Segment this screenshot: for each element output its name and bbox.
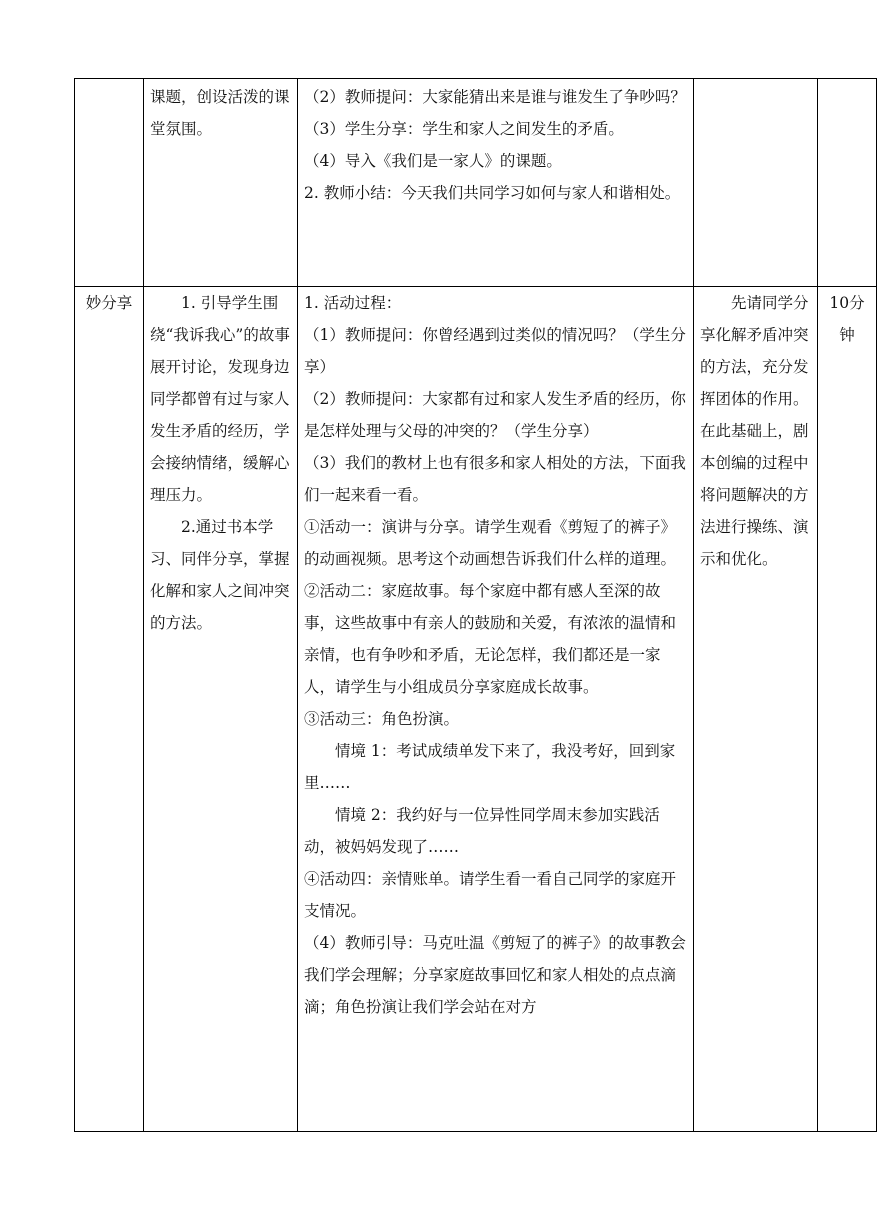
stage-cell [75,287,144,1132]
process-line: ④活动四：亲情账单。请学生看一看自己同学的家庭开支情况。 [304,870,677,920]
process-line: 情境 2：我约好与一位异性同学周末参加实践活动，被妈妈发现了…… [304,806,660,856]
intent-cell [694,79,818,287]
process-line: ③活动三：角色扮演。 [304,710,460,728]
stage-label: 妙分享 [85,294,133,312]
table-row [75,287,877,1132]
intent-text: 先请同学分享化解矛盾冲突的方法，充分发挥团体的作用。在此基础上，剧本创编的过程中将问题解决的方法进行操练、演示和优化。 [700,294,809,568]
time-cell [818,287,877,1132]
process-line: （1）教师提问：你曾经遇到过类似的情况吗？（学生分享） [304,326,686,376]
process-line: （4）导入《我们是一家人》的课题。 [304,152,562,170]
process-line: （3）我们的教材上也有很多和家人相处的方法，下面我们一起来看一看。 [304,454,686,504]
process-cell [298,79,694,287]
process-cell [298,287,694,1132]
table-row [75,79,877,287]
process-line: ②活动二：家庭故事。每个家庭中都有感人至深的故事，这些故事中有亲人的鼓励和关爱，有浓浓的温情和亲情，也有争吵和矛盾，无论怎样，我们都还是一家人，请学生与小组成员分享家庭成长故事。 [304,582,677,696]
process-line: 1. 活动过程： [304,294,402,312]
goal-text: 1. 引导学生围绕“我诉我心”的故事展开讨论，发现身边同学都曾有过与家人发生矛盾的经历，学会接纳情绪，缓解心理压力。 [150,294,290,504]
process-line: （3）学生分享：学生和家人之间发生的矛盾。 [304,120,624,138]
process-line: （4）教师引导：马克吐温《剪短了的裤子》的故事教会我们学会理解；分享家庭故事回忆和家人相处的点点滴滴；角色扮演让我们学会站在对方 [304,934,686,1016]
process-line: （2）教师提问：大家能猜出来是谁与谁发生了争吵吗？ [304,88,686,106]
time-text: 10分钟 [829,294,865,344]
goal-text: 2.通过书本学习、同伴分享，掌握化解和家人之间冲突的方法。 [150,518,290,632]
process-line: ①活动一：演讲与分享。请学生观看《剪短了的裤子》的动画视频。思考这个动画想告诉我们什么样的道理。 [304,518,677,568]
intent-cell [694,287,818,1132]
goal-cell [144,287,298,1132]
goal-text: 课题，创设活泼的课堂氛围。 [150,88,290,138]
time-cell [818,79,877,287]
lesson-plan-table [74,78,877,1132]
stage-cell [75,79,144,287]
process-line: 情境 1：考试成绩单发下来了，我没考好，回到家里…… [304,742,676,792]
process-line: 2. 教师小结：今天我们共同学习如何与家人和谐相处。 [304,184,681,202]
goal-cell [144,79,298,287]
process-line: （2）教师提问：大家都有过和家人发生矛盾的经历，你是怎样处理与父母的冲突的？（学生分享） [304,390,686,440]
